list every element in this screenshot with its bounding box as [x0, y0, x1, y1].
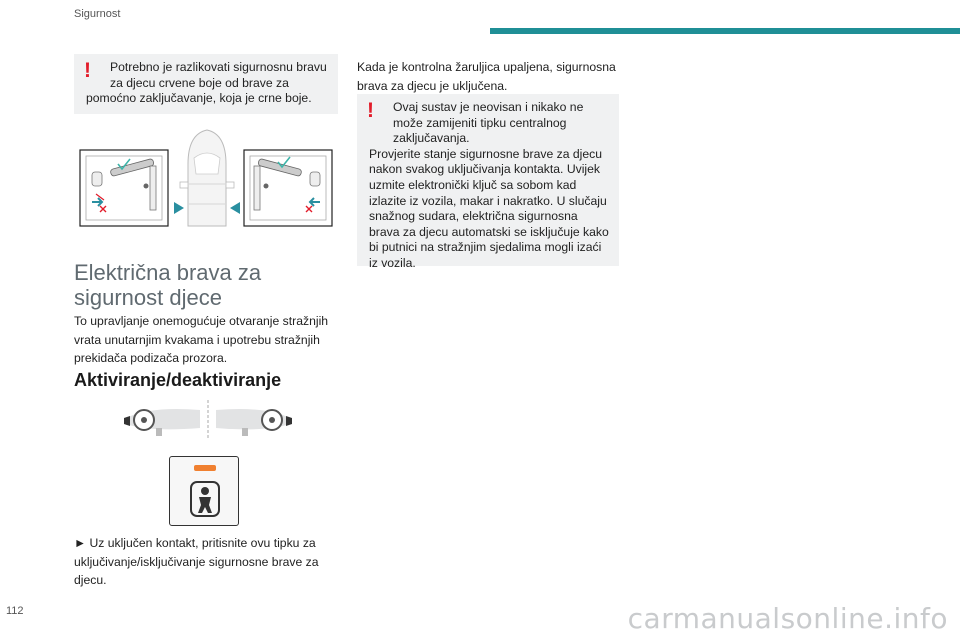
section-title-line2: sigurnost djece [74, 285, 222, 310]
child-lock-indicator-led [194, 465, 216, 471]
warning-note-left-rest: pomoćno zaključavanje, koja je crne boje. [86, 91, 312, 106]
warning-note-left [74, 54, 338, 114]
section-title [74, 260, 261, 310]
right-door-panel [244, 150, 332, 226]
child-lock-button [169, 456, 239, 526]
section-title-line1: Električna brava za [74, 260, 262, 285]
instruction-text: ► Uz uključen kontakt, pritisnite ovu tipku za uključivanje/isključivanje sigurnosne brave za djecu. [74, 536, 319, 587]
warning-note-right-first: Ovaj sustav je neovisan i nikako ne može zamijeniti tipku centralnog zaključavanja. [393, 100, 584, 146]
arrow-right-icon [174, 202, 184, 214]
page-header-title: Sigurnost [74, 8, 121, 20]
section-intro: To upravljanje onemogućuje otvaranje stražnjih vrata unutarnjim kvakama i upotrebu stražnjih prekidača podizača prozora. [74, 314, 329, 365]
arrow-left-icon [230, 202, 240, 214]
car-top-view [180, 130, 234, 226]
right-hand-drive-steering [216, 409, 292, 436]
warning-note-right-rest: Provjerite stanje sigurnosne brave za djecu nakon svakog uključivanja kontakta. Uvijek uzmite elektronički ključ sa sobom kad izlazite iz vozila, makar i nakratko. U slučaju snažnog sudara, električna sigurnosna brava za djecu automatski se isključuje kako bi putnici na stražnjim sjedalima mogli izaći iz vozila. [369, 146, 609, 270]
watermark: carmanualsonline.info [627, 602, 948, 635]
subsection-title: Aktiviranje/deaktiviranje [74, 370, 282, 390]
child-lock-door-illustration [70, 124, 342, 236]
child-lock-icon [190, 481, 220, 517]
dashboard-switch-illustration [120, 398, 296, 442]
page-number: 112 [6, 605, 24, 617]
right-intro: Kada je kontrolna žaruljica upaljena, sigurnosna brava za djecu je uključena. [357, 60, 616, 93]
left-hand-drive-steering [124, 409, 200, 436]
left-door-panel [80, 150, 168, 226]
warning-icon: ! [84, 59, 91, 82]
warning-icon: ! [367, 99, 374, 122]
header-accent-bar [490, 28, 960, 34]
warning-note-left-first: Potrebno je razlikovati sigurnosnu bravu za djecu crvene boje od brave za [110, 60, 327, 90]
warning-note-right [357, 94, 619, 270]
